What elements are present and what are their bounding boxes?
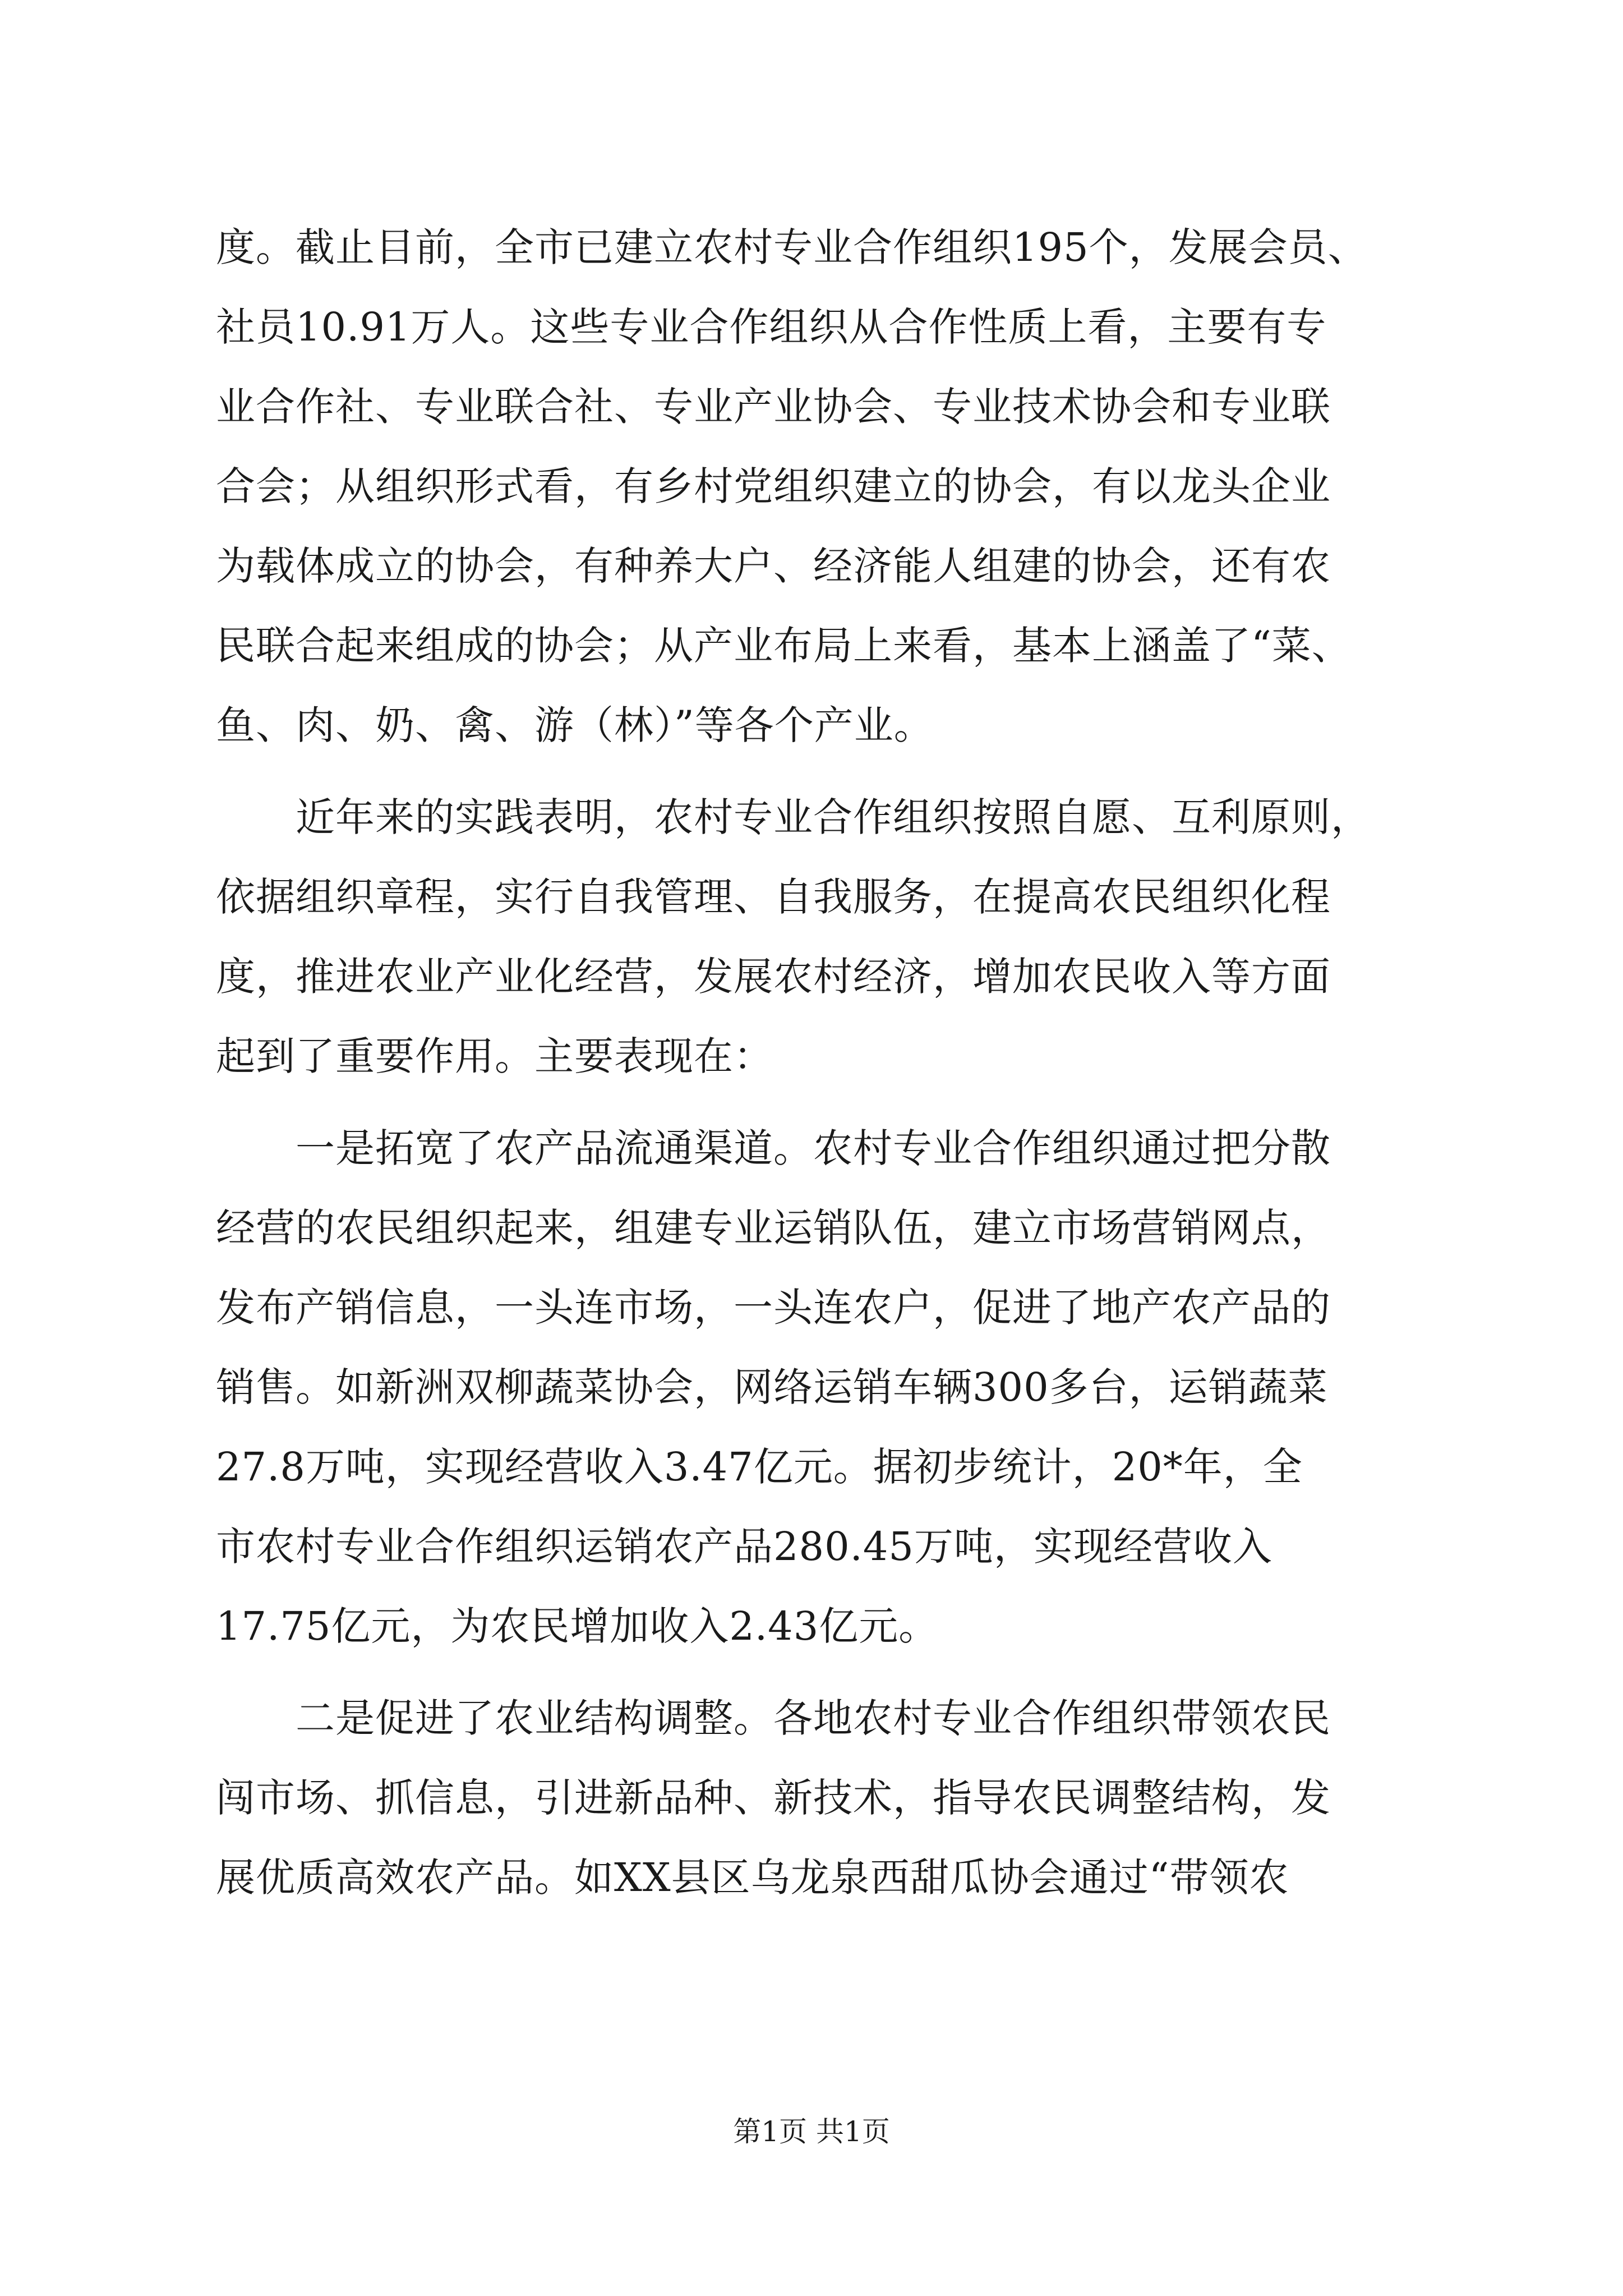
body-text xyxy=(216,208,1416,1917)
text-line: 经营的农民组织起来，组建专业运销队伍，建立市场营销网点， xyxy=(216,1205,1331,1251)
text-line: 民联合起来组成的协会；从产业布局上来看，基本上涵盖了“菜、 xyxy=(216,623,1352,669)
text-line: 业合作社、专业联合社、专业产业协会、专业技术协会和专业联 xyxy=(216,384,1331,430)
text-line: 展优质高效农产品。如XX县区乌龙泉西甜瓜协会通过“带领农 xyxy=(216,1855,1289,1901)
text-line: 销售。如新洲双柳蔬菜协会，网络运销车辆300多台，运销蔬菜 xyxy=(216,1364,1328,1410)
text-line: 市农村专业合作组织运销农产品280.45万吨，实现经营收入 xyxy=(216,1524,1272,1570)
text-line: 发布产销信息，一头连市场，一头连农户，促进了地产农产品的 xyxy=(216,1285,1331,1331)
text-line: 为载体成立的协会，有种养大户、经济能人组建的协会，还有农 xyxy=(216,543,1331,589)
paragraph-gap xyxy=(216,765,1416,777)
text-line: 起到了重要作用。主要表现在： xyxy=(216,1033,773,1079)
page-footer: 第1页 共1页 xyxy=(733,2115,890,2148)
text-line: 度，推进农业产业化经营，发展农村经济，增加农民收入等方面 xyxy=(216,954,1331,1000)
paragraph-gap xyxy=(216,1666,1416,1678)
text-line: 闯市场、抓信息，引进新品种、新技术，指导农民调整结构，发 xyxy=(216,1775,1331,1821)
paragraph-gap xyxy=(216,1096,1416,1108)
text-line: 27.8万吨，实现经营收入3.47亿元。据初步统计，20*年，全 xyxy=(216,1444,1303,1490)
text-line: 二是促进了农业结构调整。各地农村专业合作组织带领农民 xyxy=(216,1695,1331,1741)
text-line: 依据组织章程，实行自我管理、自我服务，在提高农民组织化程 xyxy=(216,874,1331,920)
text-line: 17.75亿元，为农民增加收入2.43亿元。 xyxy=(216,1603,939,1649)
text-line: 鱼、肉、奶、禽、游（林）”等各个产业。 xyxy=(216,702,934,748)
text-line: 社员10.91万人。这些专业合作组织从合作性质上看，主要有专 xyxy=(216,304,1327,350)
text-line: 近年来的实践表明，农村专业合作组织按照自愿、互利原则， xyxy=(216,794,1371,840)
text-line: 合会；从组织形式看，有乡村党组织建立的协会，有以龙头企业 xyxy=(216,463,1331,509)
text-line: 一是拓宽了农产品流通渠道。农村专业合作组织通过把分散 xyxy=(216,1125,1331,1171)
text-line: 度。截止目前，全市已建立农村专业合作组织195个，发展会员、 xyxy=(216,224,1368,270)
